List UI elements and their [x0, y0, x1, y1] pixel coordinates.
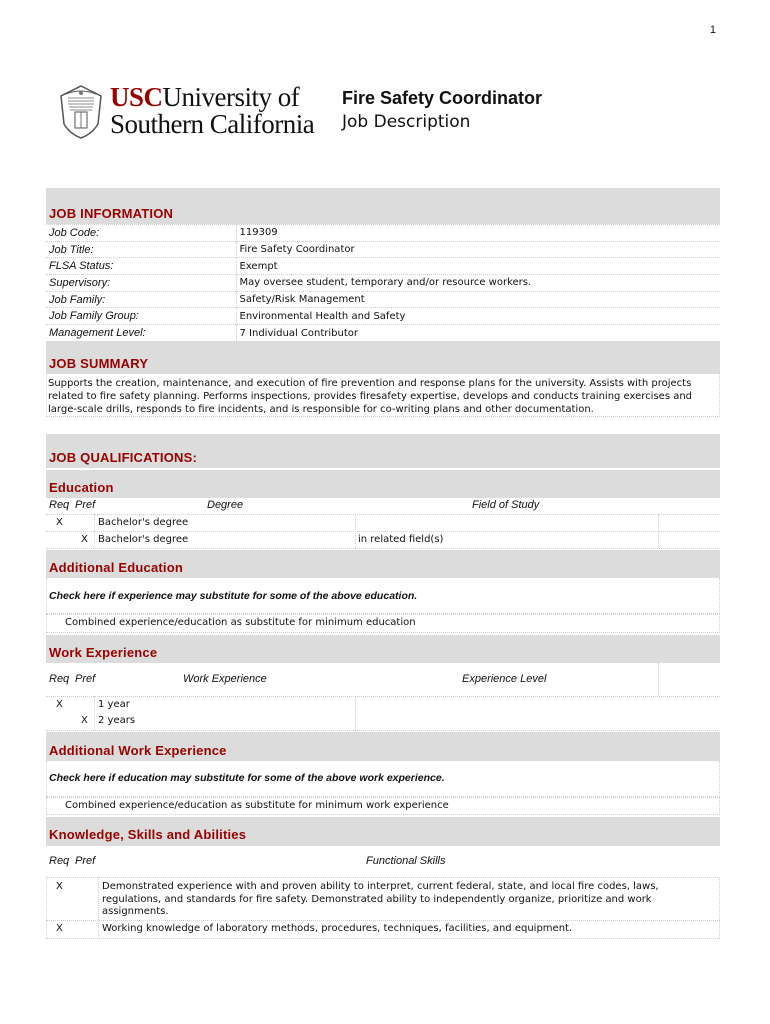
education-row1-req: X: [56, 517, 63, 528]
education-col-pref: Pref: [75, 499, 96, 511]
ksa-row2-req: X: [56, 923, 63, 934]
education-bar: [46, 470, 720, 498]
job-info-row: [46, 258, 720, 275]
work-col-level: Experience Level: [462, 673, 547, 685]
ksa-row1-text: Demonstrated experience with and proven ability to interpret, current federal, state, and local fire codes, laws, regulations, and standards for fire safety. Demonstrated ability to independently organize, prioritize and work assignments.: [102, 881, 659, 917]
job-information-heading: JOB INFORMATION: [49, 206, 174, 221]
ksa-row2-text: Working knowledge of laboratory methods, procedures, techniques, facilities, and equipment.: [102, 923, 573, 934]
page-number: 1: [709, 24, 716, 36]
work-row2-experience: 2 years: [98, 715, 136, 726]
job-info-value: Exempt: [236, 258, 720, 275]
work-row2-pref: X: [81, 715, 88, 726]
education-heading: Education: [49, 480, 114, 495]
document-title: Fire Safety Coordinator: [342, 88, 543, 108]
work-row1-req: X: [56, 699, 63, 710]
work-row1-experience: 1 year: [98, 699, 130, 710]
additional-education-heading: Additional Education: [49, 560, 183, 575]
usc-wordmark: USCUniversity of Southern California: [110, 82, 315, 139]
ksa-heading: Knowledge, Skills and Abilities: [49, 827, 247, 842]
job-summary-text: Supports the creation, maintenance, and execution of fire prevention and response plans for the university. Assists with projects related to fire safety planning. Performs inspections, provides firesafety expertise, develops and conducts training exercises and large-scale drills, responds to fire incidents, and is responsible for co-writing plans and other documentation.: [48, 378, 693, 415]
job-info-value: Fire Safety Coordinator: [236, 241, 720, 258]
job-information-table: [46, 224, 720, 341]
education-col-req: Req: [49, 499, 70, 511]
document-subtitle: Job Description: [342, 112, 471, 132]
additional-work-combo: Combined experience/education as substitute for minimum work experience: [65, 800, 449, 811]
job-info-label: Job Code:: [46, 225, 236, 242]
job-info-row: [46, 291, 720, 308]
additional-education-combo: Combined experience/education as substitute for minimum education: [65, 617, 416, 628]
job-info-value: Safety/Risk Management: [236, 291, 720, 308]
document-header: [58, 84, 718, 144]
ksa-col-functional-skills: Functional Skills: [366, 855, 446, 867]
work-col-req: Req: [49, 673, 70, 685]
additional-work-experience-heading: Additional Work Experience: [49, 743, 227, 758]
education-col-degree: Degree: [207, 499, 244, 511]
ksa-col-pref: Pref: [75, 855, 96, 867]
job-info-label: Supervisory:: [46, 275, 236, 292]
usc-seal-icon: [58, 84, 104, 140]
work-col-pref: Pref: [75, 673, 96, 685]
education-row1-degree: Bachelor's degree: [98, 517, 189, 528]
job-info-value: 7 Individual Contributor: [236, 325, 720, 342]
job-info-row: [46, 225, 720, 242]
job-info-label: Management Level:: [46, 325, 236, 342]
job-info-label: Job Title:: [46, 241, 236, 258]
job-summary-heading: JOB SUMMARY: [49, 356, 149, 371]
job-info-value: 119309: [236, 225, 720, 242]
job-info-row: [46, 308, 720, 325]
work-col-experience: Work Experience: [183, 673, 267, 685]
additional-work-check-label[interactable]: Check here if education may substitute for some of the above work experience.: [49, 772, 445, 784]
ksa-col-req: Req: [49, 855, 70, 867]
job-info-row: [46, 325, 720, 342]
education-row2-field: in related field(s): [358, 534, 444, 545]
additional-education-check-label[interactable]: Check here if experience may substitute for some of the above education.: [49, 590, 418, 602]
ksa-row1-req: X: [56, 881, 63, 892]
job-info-label: FLSA Status:: [46, 258, 236, 275]
education-col-field: Field of Study: [472, 499, 540, 511]
job-info-value: May oversee student, temporary and/or resource workers.: [236, 275, 720, 292]
job-info-row: [46, 241, 720, 258]
education-row2-degree: Bachelor's degree: [98, 534, 189, 545]
job-info-value: Environmental Health and Safety: [236, 308, 720, 325]
job-info-label: Job Family Group:: [46, 308, 236, 325]
education-row2-pref: X: [81, 534, 88, 545]
job-qualifications-heading: JOB QUALIFICATIONS:: [49, 450, 197, 465]
job-info-label: Job Family:: [46, 291, 236, 308]
job-info-row: [46, 275, 720, 292]
work-experience-heading: Work Experience: [49, 645, 158, 660]
